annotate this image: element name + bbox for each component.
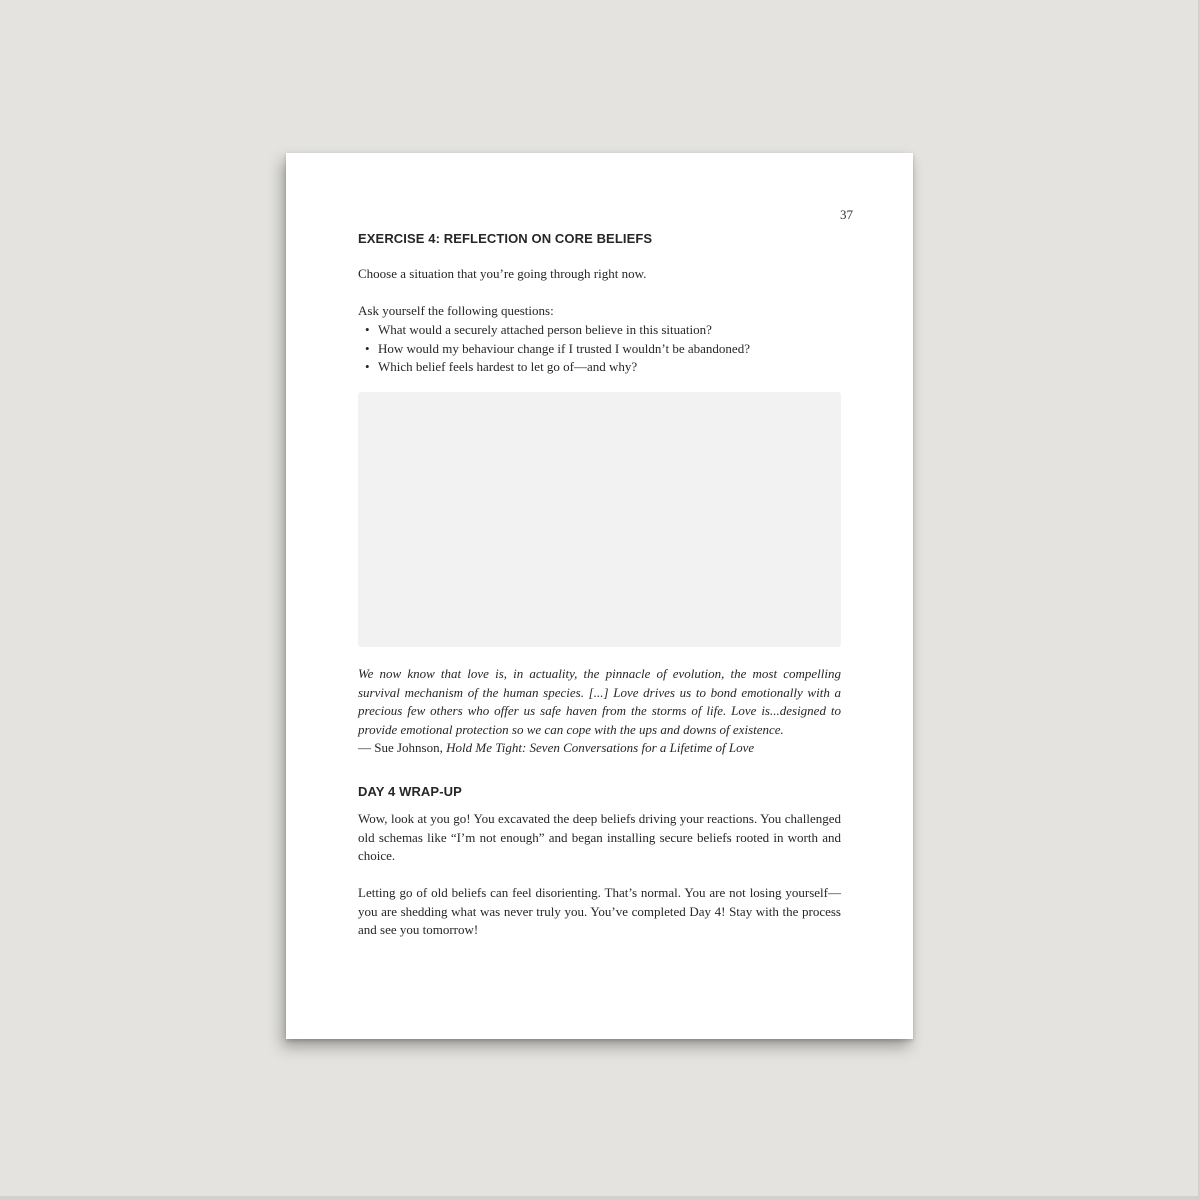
exercise-heading: EXERCISE 4: REFLECTION ON CORE BELIEFS bbox=[358, 231, 653, 246]
wrapup-paragraph-1: Wow, look at you go! You excavated the deep beliefs driving your reactions. You challenged old schemas like “I’m not enough” and began installing secure beliefs rooted in worth and choice. bbox=[358, 811, 841, 863]
quote-block bbox=[358, 665, 841, 758]
quote-author: — Sue Johnson, bbox=[358, 740, 447, 755]
exercise-intro: Choose a situation that you’re going through right now. bbox=[358, 266, 647, 281]
quote-attribution bbox=[358, 739, 841, 758]
question-item: • What would a securely attached person believe in this situation? bbox=[358, 321, 750, 340]
page-number: 37 bbox=[840, 207, 853, 222]
exercise-ask: Ask yourself the following questions: bbox=[358, 303, 554, 318]
quote-text: We now know that love is, in actuality, the pinnacle of evolution, the most compelling survival mechanism of the human species. [...] Love drives us to bond emotionally with a precious few others who offer us safe haven from the storms of life. Love is...designed to provide emotional protection so we can cope with the ups and downs of existence. bbox=[358, 666, 841, 737]
quote-book-title: Hold Me Tight: Seven Conversations for a Lifetime of Love bbox=[446, 740, 755, 755]
question-item: • How would my behaviour change if I trusted I wouldn’t be abandoned? bbox=[358, 340, 750, 359]
wrapup-heading: DAY 4 WRAP-UP bbox=[358, 784, 462, 799]
question-item: • Which belief feels hardest to let go of—and why? bbox=[358, 358, 750, 377]
question-list bbox=[358, 321, 750, 377]
reflection-writing-area[interactable] bbox=[358, 392, 841, 647]
wrapup-paragraph-2: Letting go of old beliefs can feel disorienting. That’s normal. You are not losing yourself—you are shedding what was never truly you. You’ve completed Day 4! Stay with the process and see you tomorrow! bbox=[358, 885, 841, 937]
